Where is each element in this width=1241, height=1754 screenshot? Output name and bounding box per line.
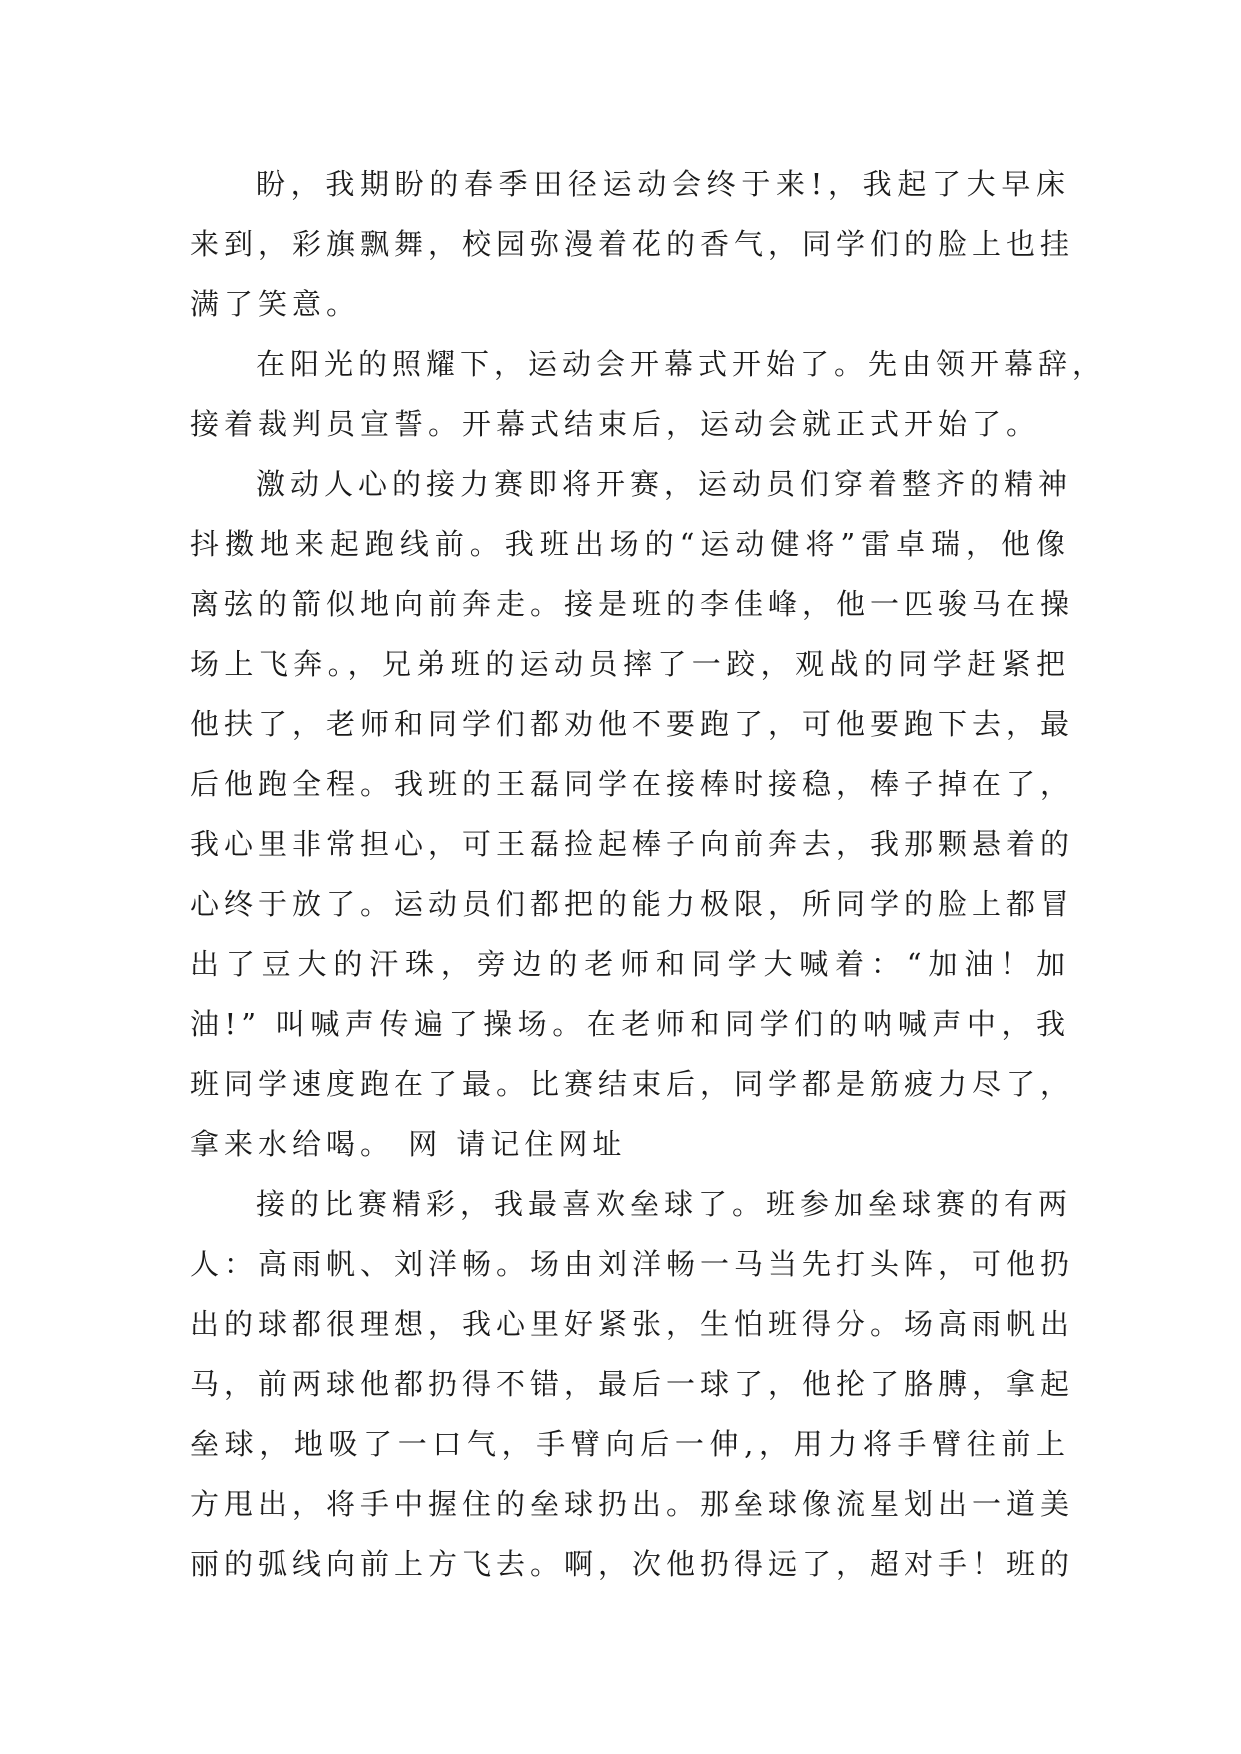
text-line: 在阳光的照耀下，运动会开幕式开始了。先由领开幕辞，	[256, 347, 1107, 381]
text-line: 他扶了，老师和同学们都劝他不要跑了，可他要跑下去，最	[190, 707, 1075, 741]
text-line: 盼，我期盼的春季田径运动会终于来!，我起了大早床	[256, 167, 1070, 201]
body-text	[190, 154, 1107, 1594]
text-line: 场上飞奔。，兄弟班的运动员摔了一跤，观战的同学赶紧把	[190, 647, 1070, 681]
text-line: 垒球，地吸了一口气，手臂向后一伸,，用力将手臂往前上	[190, 1427, 1070, 1461]
text-line: 马，前两球他都扔得不错，最后一球了，他抡了胳膊，拿起	[190, 1367, 1075, 1401]
text-line: 心终于放了。运动员们都把的能力极限，所同学的脸上都冒	[190, 887, 1075, 921]
text-line: 丽的弧线向前上方飞去。啊，次他扔得远了，超对手！班的	[190, 1547, 1075, 1581]
text-line: 出了豆大的汗珠，旁边的老师和同学大喊着：“加油！加	[190, 947, 1070, 981]
text-line: 抖擞地来起跑线前。我班出场的“运动健将”雷卓瑞，他像	[190, 527, 1070, 561]
text-line: 接着裁判员宣誓。开幕式结束后，运动会就正式开始了。	[190, 407, 1041, 441]
text-line: 拿来水给喝。 网 请记住网址	[190, 1127, 627, 1161]
text-line: 班同学速度跑在了最。比赛结束后，同学都是筋疲力尽了，	[190, 1067, 1075, 1101]
text-line: 我心里非常担心，可王磊捡起棒子向前奔去，我那颗悬着的	[190, 827, 1075, 861]
text-line: 来到，彩旗飘舞，校园弥漫着花的香气，同学们的脸上也挂	[190, 227, 1075, 261]
text-line: 接的比赛精彩，我最喜欢垒球了。班参加垒球赛的有两	[256, 1187, 1073, 1221]
text-line: 后他跑全程。我班的王磊同学在接棒时接稳，棒子掉在了，	[190, 767, 1075, 801]
text-line: 离弦的箭似地向前奔走。接是班的李佳峰，他一匹骏马在操	[190, 587, 1075, 621]
text-line: 满了笑意。	[190, 287, 361, 321]
text-line: 油!” 叫喊声传遍了操场。在老师和同学们的呐喊声中，我	[190, 1007, 1070, 1041]
text-line: 方甩出，将手中握住的垒球扔出。那垒球像流星划出一道美	[190, 1487, 1075, 1521]
text-line: 人：高雨帆、刘洋畅。场由刘洋畅一马当先打头阵，可他扔	[190, 1247, 1075, 1281]
text-line: 激动人心的接力赛即将开赛，运动员们穿着整齐的精神	[256, 467, 1073, 501]
text-line: 出的球都很理想，我心里好紧张，生怕班得分。场高雨帆出	[190, 1307, 1075, 1341]
